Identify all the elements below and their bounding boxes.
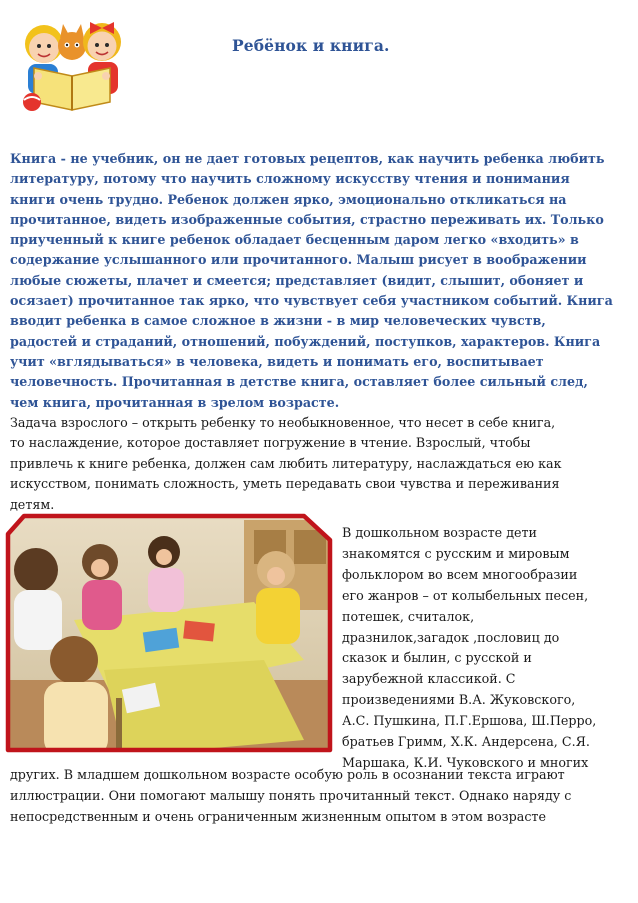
text-line: В дошкольном возрасте дети (342, 525, 537, 540)
text-line: других. В младшем дошкольном возрасте особую роль в осознании текста играют (10, 767, 565, 782)
text-line: фольклором во всем многообразии (342, 566, 578, 582)
preschool-paragraph (342, 523, 632, 774)
text-line: Книга - не учебник, он не дает готовых рецептов, как научить ребенка любить (10, 151, 605, 166)
text-line: знакомятся с русским и мировым (342, 545, 570, 561)
text-line: дразнилок,загадок ,пословиц до (342, 629, 560, 645)
text-line: сказок и былин, с русской и (342, 650, 532, 666)
text-line: непосредственным и очень ограниченным жизненным опытом в этом возрасте (10, 809, 546, 824)
text-line: привлечь к книге ребенка, должен сам любить литературу, наслаждаться ею как (10, 455, 562, 471)
text-line: любые сюжеты, плачет и смеется; представляет (видит, слышит, обоняет и (10, 272, 584, 288)
text-line: потешек, считалок, (342, 608, 475, 624)
text-line: человечность. Прочитанная в детстве книга, оставляет более сильный след, (10, 374, 588, 390)
text-line: А.С. Пушкина, П.Г.Ершова, Ш.Перро, (342, 713, 597, 729)
text-line: чем книга, прочитанная в зрелом возрасте. (10, 394, 340, 410)
text-line: искусством, понимать сложность, уметь передавать свои чувства и переживания (10, 476, 560, 492)
text-line: книги очень трудно. Ребенок должен ярко, эмоционально откликаться на (10, 191, 567, 207)
text-line: зарубежной классикой. С (342, 671, 516, 687)
text-line: произведениями В.А. Жуковского, (342, 692, 576, 708)
intro-paragraph (10, 149, 622, 413)
text-line: прочитанное, видеть изображенные события, страстно переживать их. Только (10, 211, 604, 227)
page-title: Ребёнок и книга. (232, 36, 390, 55)
text-line: учит «вглядываться» в человека, видеть и понимать его, воспитывает (10, 353, 544, 369)
text-line: приученный к книге ребенок обладает бесценным даром легко «входить» в (10, 232, 579, 248)
text-line: детям. (10, 496, 55, 512)
text-line: Задача взрослого – открыть ребенку то необыкновенное, что несет в себе книга, (10, 415, 556, 430)
text-line: осязает) прочитанное так ярко, что чувствует себя участником событий. Книга (10, 293, 613, 309)
task-paragraph (10, 413, 622, 515)
text-line: литературу, потому что научить сложному искусству чтения и понимания (10, 171, 570, 187)
text-line: вводит ребенка в самое сложное в жизни - в мир человеческих чувств, (10, 313, 546, 329)
children-reading-at-table-photo (4, 510, 336, 756)
text-line: содержание услышанного или прочитанного. Малыш рисует в воображении (10, 252, 587, 268)
text-line: то наслаждение, которое доставляет погружение в чтение. Взрослый, чтобы (10, 435, 531, 451)
illustrations-paragraph (10, 764, 622, 827)
children-reading-book-clipart (20, 6, 125, 116)
text-line: Маршака, К.И. Чуковского и многих (342, 754, 589, 770)
text-line: его жанров – от колыбельных песен, (342, 587, 589, 603)
text-line: радостей и страданий, отношений, побуждений, поступков, характеров. Книга (10, 333, 601, 349)
text-line: братьев Гримм, Х.К. Андерсена, С.Я. (342, 734, 590, 750)
text-line: иллюстрации. Они помогают малышу понять прочитанный текст. Однако наряду с (10, 788, 572, 803)
